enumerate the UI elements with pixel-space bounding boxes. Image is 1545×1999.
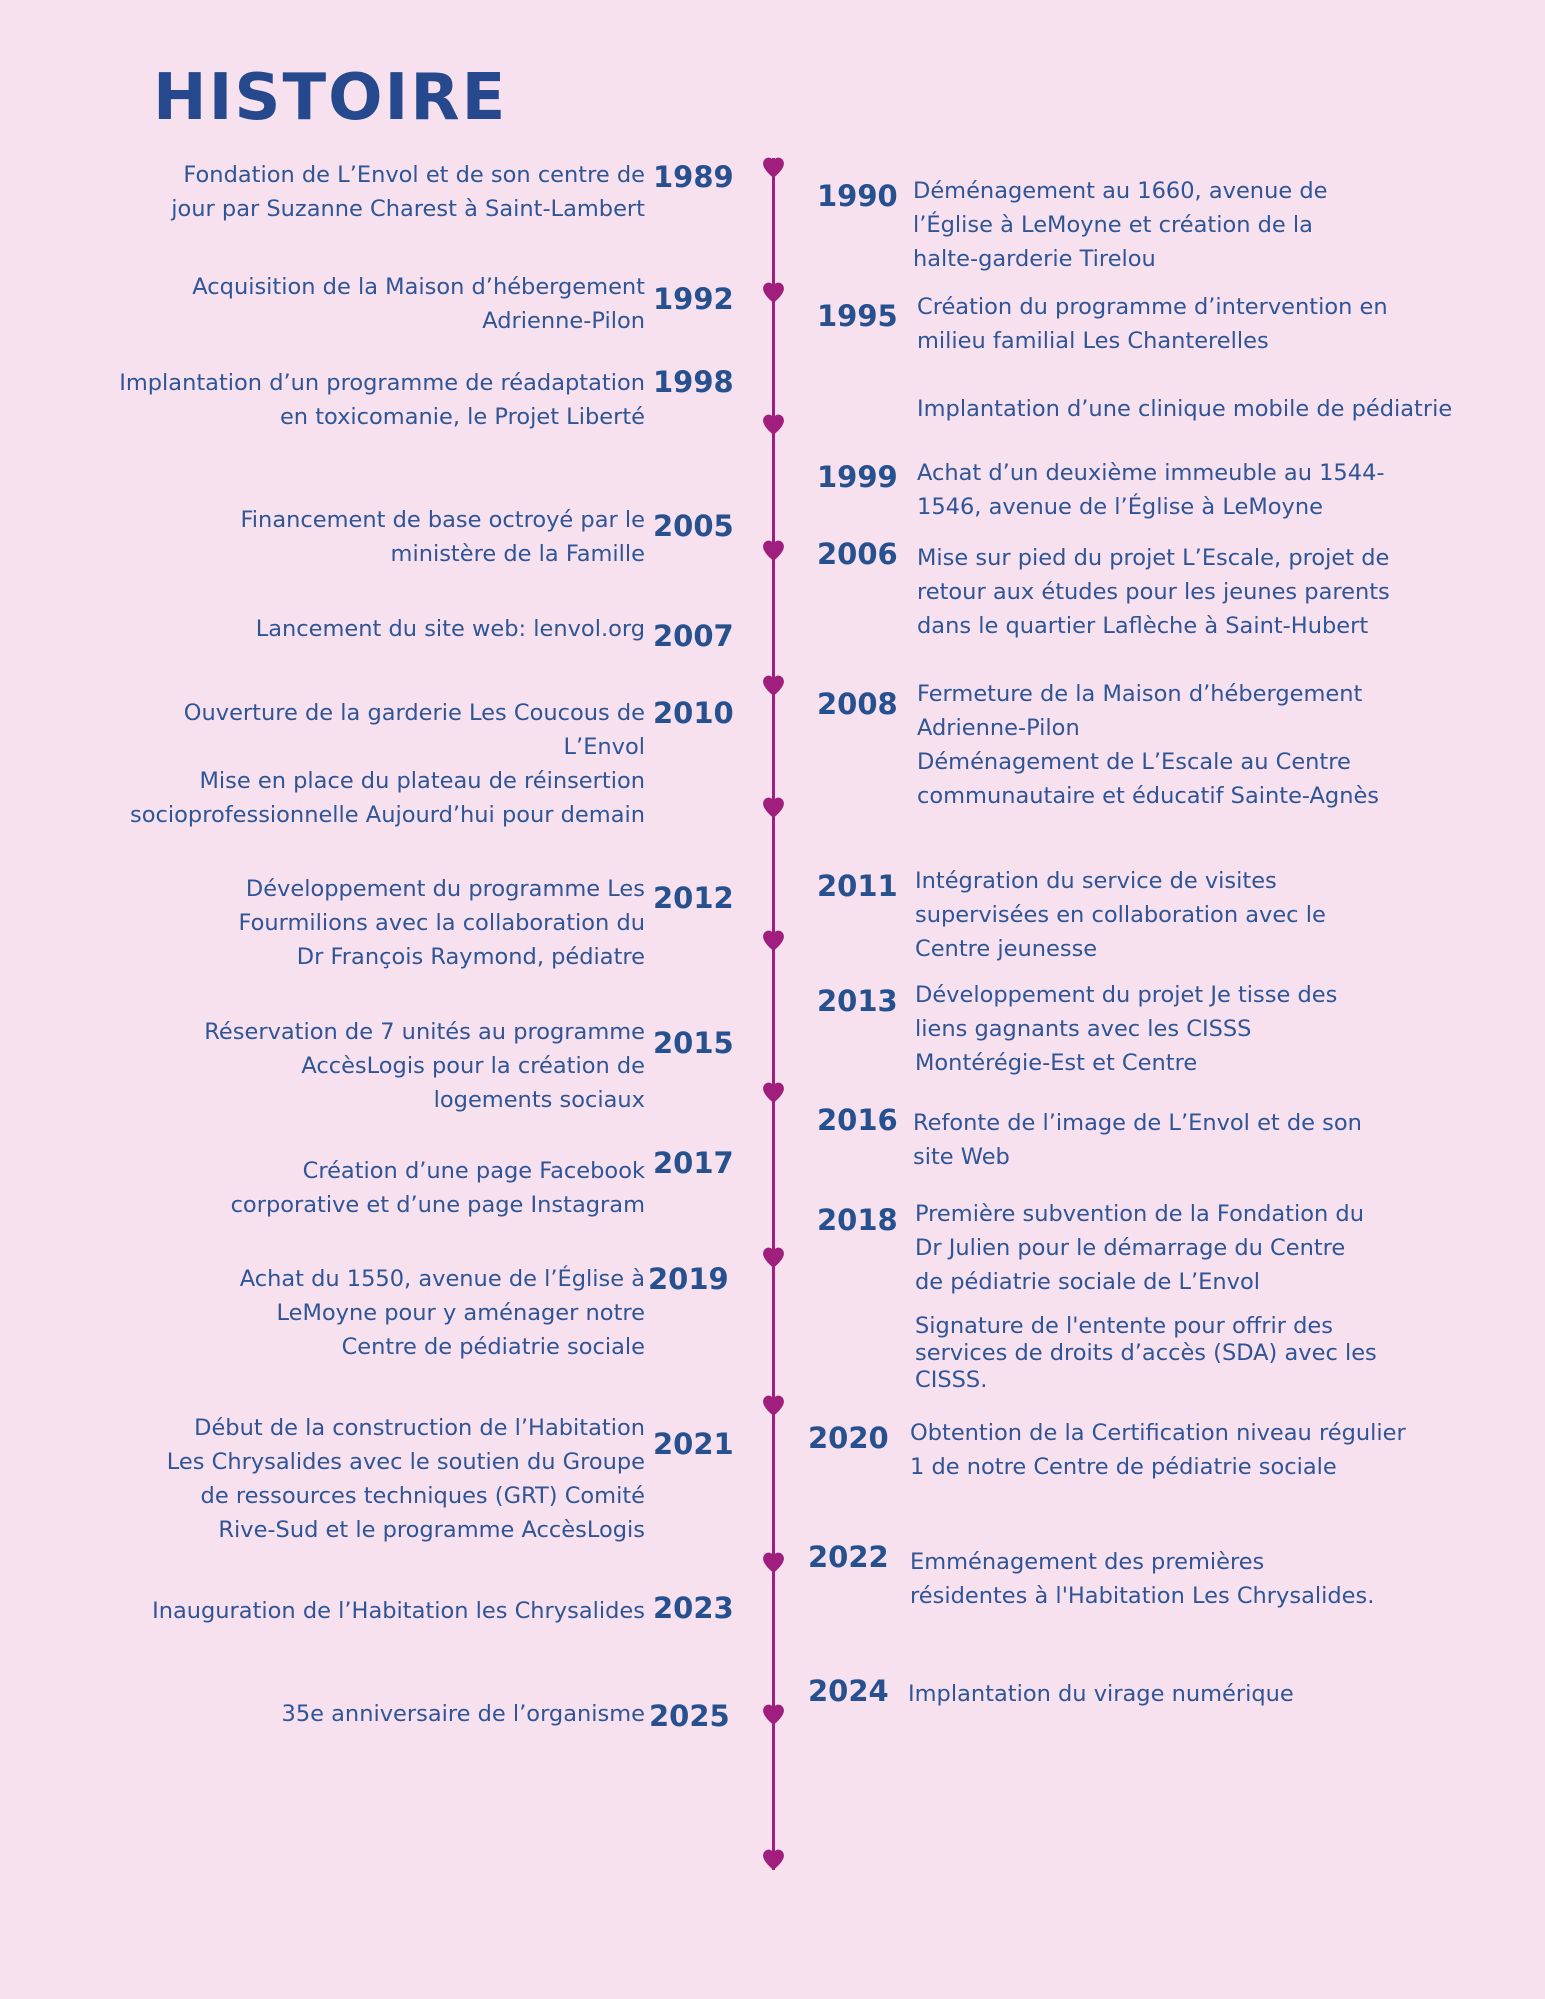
event-line: Fondation de L’Envol et de son centre de <box>183 162 645 188</box>
event-line: Obtention de la Certification niveau régulier <box>910 1420 1406 1446</box>
heart-icon <box>761 1847 786 1872</box>
left-event-description <box>192 270 645 338</box>
event-line: Achat d’un deuxième immeuble au 1544- <box>917 460 1385 486</box>
event-line: Dr François Raymond, pédiatre <box>296 944 645 970</box>
event-line: Début de la construction de l’Habitation <box>194 1415 645 1441</box>
event-line: Mise sur pied du projet L’Escale, projet de <box>917 545 1390 571</box>
left-event-description <box>167 1411 645 1547</box>
event-line: Développement du programme Les <box>245 876 645 902</box>
heart-icon <box>761 1393 786 1418</box>
right-event-year: 1995 <box>817 299 898 333</box>
event-line: Inauguration de l’Habitation les Chrysalides <box>152 1598 645 1624</box>
event-line: logements sociaux <box>433 1087 645 1113</box>
event-line: Déménagement au 1660, avenue de <box>913 178 1328 204</box>
heart-icon <box>761 280 786 305</box>
event-line: halte-garderie Tirelou <box>913 246 1156 272</box>
event-line: Montérégie-Est et Centre <box>915 1050 1198 1076</box>
event-line: Centre jeunesse <box>915 936 1098 962</box>
left-event-year: 1989 <box>653 160 734 194</box>
heart-icon <box>761 673 786 698</box>
left-event-year: 2019 <box>648 1262 729 1296</box>
event-line: 1 de notre Centre de pédiatrie sociale <box>910 1454 1337 1480</box>
right-event-description <box>915 1313 1377 1394</box>
heart-icon <box>761 412 786 437</box>
right-event-year: 2024 <box>808 1674 889 1708</box>
right-event-description <box>913 174 1327 276</box>
event-line: Fourmilions avec la collaboration du <box>238 910 645 936</box>
left-event-year: 2007 <box>653 619 734 653</box>
event-line: Financement de base octroyé par le <box>240 507 645 533</box>
event-line: CISSS. <box>915 1367 988 1393</box>
right-event-year: 2016 <box>817 1103 898 1137</box>
event-line: Déménagement de L’Escale au Centre <box>917 749 1351 775</box>
heart-icon <box>761 928 786 953</box>
right-event-year: 2018 <box>817 1203 898 1237</box>
event-line: Les Chrysalides avec le soutien du Groupe <box>166 1449 645 1475</box>
event-line: 35e anniversaire de l’organisme <box>281 1701 645 1727</box>
heart-icon <box>761 155 786 180</box>
right-event-description <box>917 541 1390 643</box>
event-line: Création du programme d’intervention en <box>917 294 1388 320</box>
heart-icon <box>761 795 786 820</box>
event-line: résidentes à l'Habitation Les Chrysalides. <box>910 1583 1375 1609</box>
event-line: AccèsLogis pour la création de <box>301 1053 645 1079</box>
page-title: HISTOIRE <box>153 61 508 135</box>
event-line: l’Église à LeMoyne et création de la <box>913 212 1313 238</box>
event-line: Centre de pédiatrie sociale <box>341 1334 645 1360</box>
right-event-year: 2020 <box>808 1421 889 1455</box>
event-line: Développement du projet Je tisse des <box>915 982 1338 1008</box>
event-line: Adrienne-Pilon <box>482 308 645 334</box>
left-event-description <box>282 1697 645 1731</box>
event-line: Implantation du virage numérique <box>908 1681 1294 1707</box>
event-line: L’Envol <box>563 734 645 760</box>
right-event-year: 2013 <box>817 984 898 1018</box>
event-line: communautaire et éducatif Sainte-Agnès <box>917 783 1380 809</box>
left-event-year: 2012 <box>653 881 734 915</box>
left-event-description <box>152 1594 645 1628</box>
event-line: de ressources techniques (GRT) Comité <box>200 1483 645 1509</box>
left-event-description <box>240 1262 645 1364</box>
left-event-description <box>256 612 645 646</box>
right-event-year: 2022 <box>808 1540 889 1574</box>
left-event-description <box>238 872 645 974</box>
right-event-description <box>917 392 1452 426</box>
event-line: Intégration du service de visites <box>915 868 1277 894</box>
event-line: Signature de l'entente pour offrir des <box>915 1313 1333 1339</box>
event-line: Première subvention de la Fondation du <box>915 1201 1364 1227</box>
right-event-description <box>917 677 1379 813</box>
event-line: en toxicomanie, le Projet Liberté <box>279 404 645 430</box>
left-event-year: 1998 <box>653 365 734 399</box>
event-line: corporative et d’une page Instagram <box>230 1192 645 1218</box>
event-line: retour aux études pour les jeunes parents <box>917 579 1390 605</box>
right-event-description <box>915 864 1326 966</box>
left-event-year: 2010 <box>653 696 734 730</box>
left-event-description <box>119 366 645 434</box>
right-event-year: 2006 <box>817 537 898 571</box>
left-event-description <box>171 158 645 226</box>
event-line: Dr Julien pour le démarrage du Centre <box>915 1235 1346 1261</box>
event-line: Implantation d’une clinique mobile de pédiatrie <box>917 396 1453 422</box>
event-line: liens gagnants avec les CISSS <box>915 1016 1252 1042</box>
event-line: Adrienne-Pilon <box>917 715 1080 741</box>
event-line: Implantation d’un programme de réadaptation <box>119 370 645 396</box>
event-line: site Web <box>913 1144 1010 1170</box>
right-event-year: 2008 <box>817 687 898 721</box>
left-event-year: 1992 <box>653 282 734 316</box>
heart-icon <box>761 1550 786 1575</box>
left-event-description <box>231 1154 645 1222</box>
left-event-year: 2015 <box>653 1026 734 1060</box>
right-event-description <box>917 290 1388 358</box>
heart-icon <box>761 1702 786 1727</box>
heart-icon <box>761 1245 786 1270</box>
right-event-description <box>913 1106 1362 1174</box>
event-line: Mise en place du plateau de réinsertion <box>199 768 645 794</box>
event-line: Lancement du site web: lenvol.org <box>255 616 645 642</box>
event-line: LeMoyne pour y aménager notre <box>276 1300 645 1326</box>
event-line: socioprofessionnelle Aujourd’hui pour demain <box>130 802 645 828</box>
left-event-year: 2023 <box>653 1591 734 1625</box>
event-line: Ouverture de la garderie Les Coucous de <box>183 700 645 726</box>
right-event-description <box>910 1416 1406 1484</box>
event-line: milieu familial Les Chanterelles <box>917 328 1269 354</box>
event-line: supervisées en collaboration avec le <box>915 902 1326 928</box>
right-event-description <box>910 1545 1374 1613</box>
event-line: Rive-Sud et le programme AccèsLogis <box>218 1517 645 1543</box>
right-event-description <box>908 1677 1294 1711</box>
event-line: Achat du 1550, avenue de l’Église à <box>239 1266 645 1292</box>
event-line: Réservation de 7 unités au programme <box>204 1019 645 1045</box>
left-event-year: 2025 <box>649 1699 730 1733</box>
event-line: Emménagement des premières <box>910 1549 1265 1575</box>
left-event-description <box>241 503 646 571</box>
event-line: 1546, avenue de l’Église à LeMoyne <box>917 494 1323 520</box>
event-line: ministère de la Famille <box>390 541 645 567</box>
event-line: services de droits d’accès (SDA) avec les <box>915 1340 1377 1366</box>
event-line: Refonte de l’image de L’Envol et de son <box>913 1110 1362 1136</box>
left-event-year: 2021 <box>653 1427 734 1461</box>
event-line: de pédiatrie sociale de L’Envol <box>915 1269 1260 1295</box>
event-line: Fermeture de la Maison d’hébergement <box>917 681 1363 707</box>
right-event-year: 1999 <box>817 460 898 494</box>
right-event-description <box>915 1197 1364 1299</box>
event-line: Acquisition de la Maison d’hébergement <box>192 274 645 300</box>
right-event-description <box>917 456 1385 524</box>
event-line: Création d’une page Facebook <box>302 1158 645 1184</box>
left-event-description <box>130 696 645 832</box>
event-line: dans le quartier Laflèche à Saint-Hubert <box>917 613 1369 639</box>
heart-icon <box>761 1080 786 1105</box>
left-event-year: 2017 <box>653 1146 734 1180</box>
right-event-year: 1990 <box>817 179 898 213</box>
left-event-description <box>204 1015 645 1117</box>
event-line: jour par Suzanne Charest à Saint-Lambert <box>171 196 645 222</box>
heart-icon <box>761 538 786 563</box>
right-event-description <box>915 978 1337 1080</box>
right-event-year: 2011 <box>817 869 898 903</box>
left-event-year: 2005 <box>653 509 734 543</box>
